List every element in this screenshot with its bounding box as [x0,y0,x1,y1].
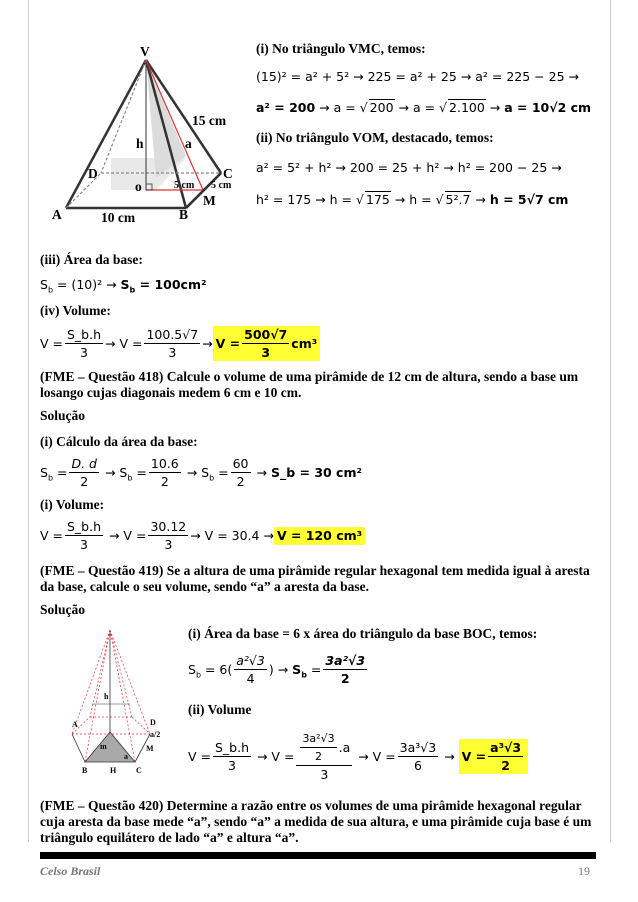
frac-num [296,731,352,766]
tail: .a [338,740,351,755]
fig2-label-h: h [104,692,109,701]
frac-num: D. d [71,456,97,471]
s1-iv-frac1 [65,327,103,360]
frac-den: 6 [413,758,422,773]
fig2-label-A: A [72,720,78,729]
q418-vmid: → V = 30.4 → [190,527,274,543]
s1-i-a2: a² = 200 [256,100,316,115]
q419-hlV: V = [461,748,487,764]
frac-den: 3 [80,537,88,552]
q419-varrow3: → [440,748,459,764]
s1-iii-result: = 100cm² [135,277,207,292]
q418-volume-line [40,519,365,552]
frac-den: 3 [320,767,329,782]
frac-den: 3 [168,345,177,360]
s1-ii-rad1: 175 [365,192,390,207]
s1-iv-highlight [213,326,321,361]
footer-author: Celso Brasil [40,864,101,878]
frac-den: 3 [228,758,236,773]
s1-iv-line [40,326,320,361]
s1-i-rad2: 2.100 [449,100,485,115]
s1-iii-sub2: b [129,285,136,295]
q419-varrow1: → V = [253,748,295,764]
fig1-label-D: D [88,166,98,181]
frac-num: 60 [232,456,249,471]
q418-volume-result: V = 120 cm³ [274,527,365,545]
frac-den: 3 [261,345,271,360]
frac-den: 4 [246,671,255,686]
q418-solucao: Solução [40,408,86,423]
frac-den: 2 [160,474,169,489]
q418-arrow-c: → [252,464,271,480]
q418-statement: (FME – Questão 418) Calcule o volume de uma pirâmide de 12 cm de altura, sendo a base um losango cujas diagonais medem 6 cm e 10 cm. [40,369,579,400]
fig1-label-V: V [140,44,150,59]
q419-frac1 [234,653,267,686]
frac-num: 3a²√3 [325,653,366,668]
fig2-label-D: D [150,718,156,727]
s1-ii-seg2: → h = [390,192,436,207]
s1-iv-frac2 [144,327,200,360]
inner-frac [300,731,336,764]
s1-i-line1: (15)² = a² + 5² → 225 = a² + 25 → a² = 225 − 25 → [256,69,579,84]
fig2-label-M: M [146,744,154,753]
s1-iv-title: (iv) Volume: [40,303,111,318]
sqrt-icon: √ [355,192,364,207]
q418-i-title: (i) Cálculo da área da base: [40,434,198,449]
s1-i-rad1: 200 [369,100,394,115]
fig2-label-C: C [136,766,142,775]
q419-vfrac2 [296,731,352,782]
s1-iii-sub: b [47,285,54,295]
s1-iii-line [40,277,206,293]
footer-page-number: 19 [578,864,590,878]
q418-frac1 [69,456,99,489]
frac-den: 2 [80,474,89,489]
q419-ii-title: (ii) Volume [188,702,252,717]
frac-den: 3 [164,537,173,552]
s1-iv-unit: cm³ [291,335,318,351]
q419-arrow: ) → $S_b$ = [268,661,322,679]
q419-area-line [188,653,369,686]
s1-i-line2 [256,100,591,116]
s1-iii-title: (iii) Área da base: [40,252,143,267]
s1-ii-title: (ii) No triângulo VOM, destacado, temos: [256,130,494,145]
fig2-label-B: B [82,766,88,775]
frac-num: 100.5√7 [146,327,199,342]
q418-arrow-a: → $S_b$ = [100,464,147,482]
sqrt-icon: √ [435,192,444,207]
frac-den: 2 [236,474,245,489]
fig1-label-B: B [179,207,189,222]
fig1-label-A: A [52,207,62,222]
frac-num: S_b.h [215,740,250,755]
q419-V: V = [188,748,211,764]
q418-varrow: → V = [105,527,147,543]
q418-frac2 [149,456,181,489]
s1-i-result: a = 10√2 cm [504,100,592,115]
fig1-label-5cm-b: 5 cm [211,180,232,191]
s1-iv-arrow1: → V = [105,335,143,351]
footer-rule [40,852,596,859]
s1-ii-line2 [256,192,568,208]
q420-statement: (FME – Questão 420) Determine a razão entre os volumes de uma pirâmide hexagonal regular cuja aresta da base mede “a”, sendo “a” a medida de sua altura, e uma pirâmide cuja base é um triângulo equilátero de lado “a” e altura “a”. [40,798,592,845]
s1-iv-V: V = [40,335,63,351]
q418-frac3 [231,456,251,489]
q419-statement: (FME – Questão 419) Se a altura de uma pirâmide regular hexagonal tem medida igual à aresta da base, calcule o seu volume, sendo “a” a aresta da base. [40,563,590,594]
frac-den: 2 [340,671,350,686]
q419-result-frac2 [488,740,523,773]
q419-vfrac3 [398,740,439,773]
sqrt-icon: √ [439,100,448,115]
frac-num: 10.6 [150,456,179,471]
fig2-label-a2: a/2 [150,730,161,739]
q418-V: V = [40,527,63,543]
fig1-label-5cm-a: 5 cm [174,180,195,191]
frac-num: a²√3 [236,653,265,668]
s1-iv-frac3 [242,327,289,360]
fig2-label-H: H [110,766,117,775]
q418-area-line [40,456,362,489]
frac-num: S_b.h [67,327,102,342]
fig2-label-m: m [100,742,107,751]
q419-vfrac1 [213,740,251,773]
sqrt-icon: √ [359,100,368,115]
s1-ii-seg3: → [471,192,490,207]
q419-volume-highlight [459,739,528,774]
fig1-label-15cm: 15 cm [192,113,227,128]
s1-ii-result: h = 5√7 cm [489,192,569,207]
fig1-label-10cm: 10 cm [101,210,136,225]
frac-den: 3 [80,345,88,360]
page-border-right [610,0,611,842]
frac-den: 2 [501,758,510,773]
frac-num: 3a³√3 [399,740,437,755]
q418-Sb: $S_b$ = [40,464,68,482]
s1-iii-S2: S [120,277,130,292]
frac-num: 500√7 [244,327,288,342]
s1-iv-arrow2: → [202,335,213,351]
fig1-label-a: a [185,136,192,151]
q419-Sb: $S_b = 6$( [188,661,233,679]
page-border-left [28,0,29,842]
fig1-label-o: o [135,179,142,194]
s1-ii-seg1: h² = 175 → h = [256,192,356,207]
s1-i-seg2: → a = [394,100,440,115]
s1-i-title: (i) No triângulo VMC, temos: [256,41,426,56]
frac-den: 2 [315,750,323,763]
q418-vfrac2 [148,519,188,552]
q419-solucao: Solução [40,602,86,617]
frac-num: 3a²√3 [300,731,336,748]
s1-ii-line1: a² = 5² + h² → 200 = 25 + h² → h² = 200 − 25 → [256,160,562,175]
s1-iv-hlV: V = [215,335,241,351]
q419-volume-line [188,731,528,782]
s1-i-seg1: → a = [315,100,360,115]
q419-result-frac [323,653,367,686]
q418-area-result: S_b = 30 cm² [270,464,362,480]
fig1-label-M: M [203,193,216,208]
q419-varrow2: → V = [354,748,396,764]
frac-num: a³√3 [490,740,522,755]
hexagonal-pyramid-figure [70,622,170,772]
fig2-label-a: a [124,752,128,761]
s1-iii-S: S [40,277,48,292]
s1-iii-mid: = (10)² → [53,277,121,292]
s1-ii-rad2: 5².7 [445,192,471,207]
frac-num: S_b.h [67,519,102,534]
q418-arrow-b: → $S_b$ = [182,464,229,482]
fig1-label-h: h [136,136,144,151]
q419-i-title: (i) Área da base = 6 x área do triângulo da base BOC, temos: [188,626,538,641]
s1-i-seg3: → [485,100,505,115]
fig1-label-C: C [223,166,233,181]
q418-vfrac1 [65,519,103,552]
frac-num: 30.12 [150,519,187,534]
q418-v-title: (i) Volume: [40,497,105,512]
